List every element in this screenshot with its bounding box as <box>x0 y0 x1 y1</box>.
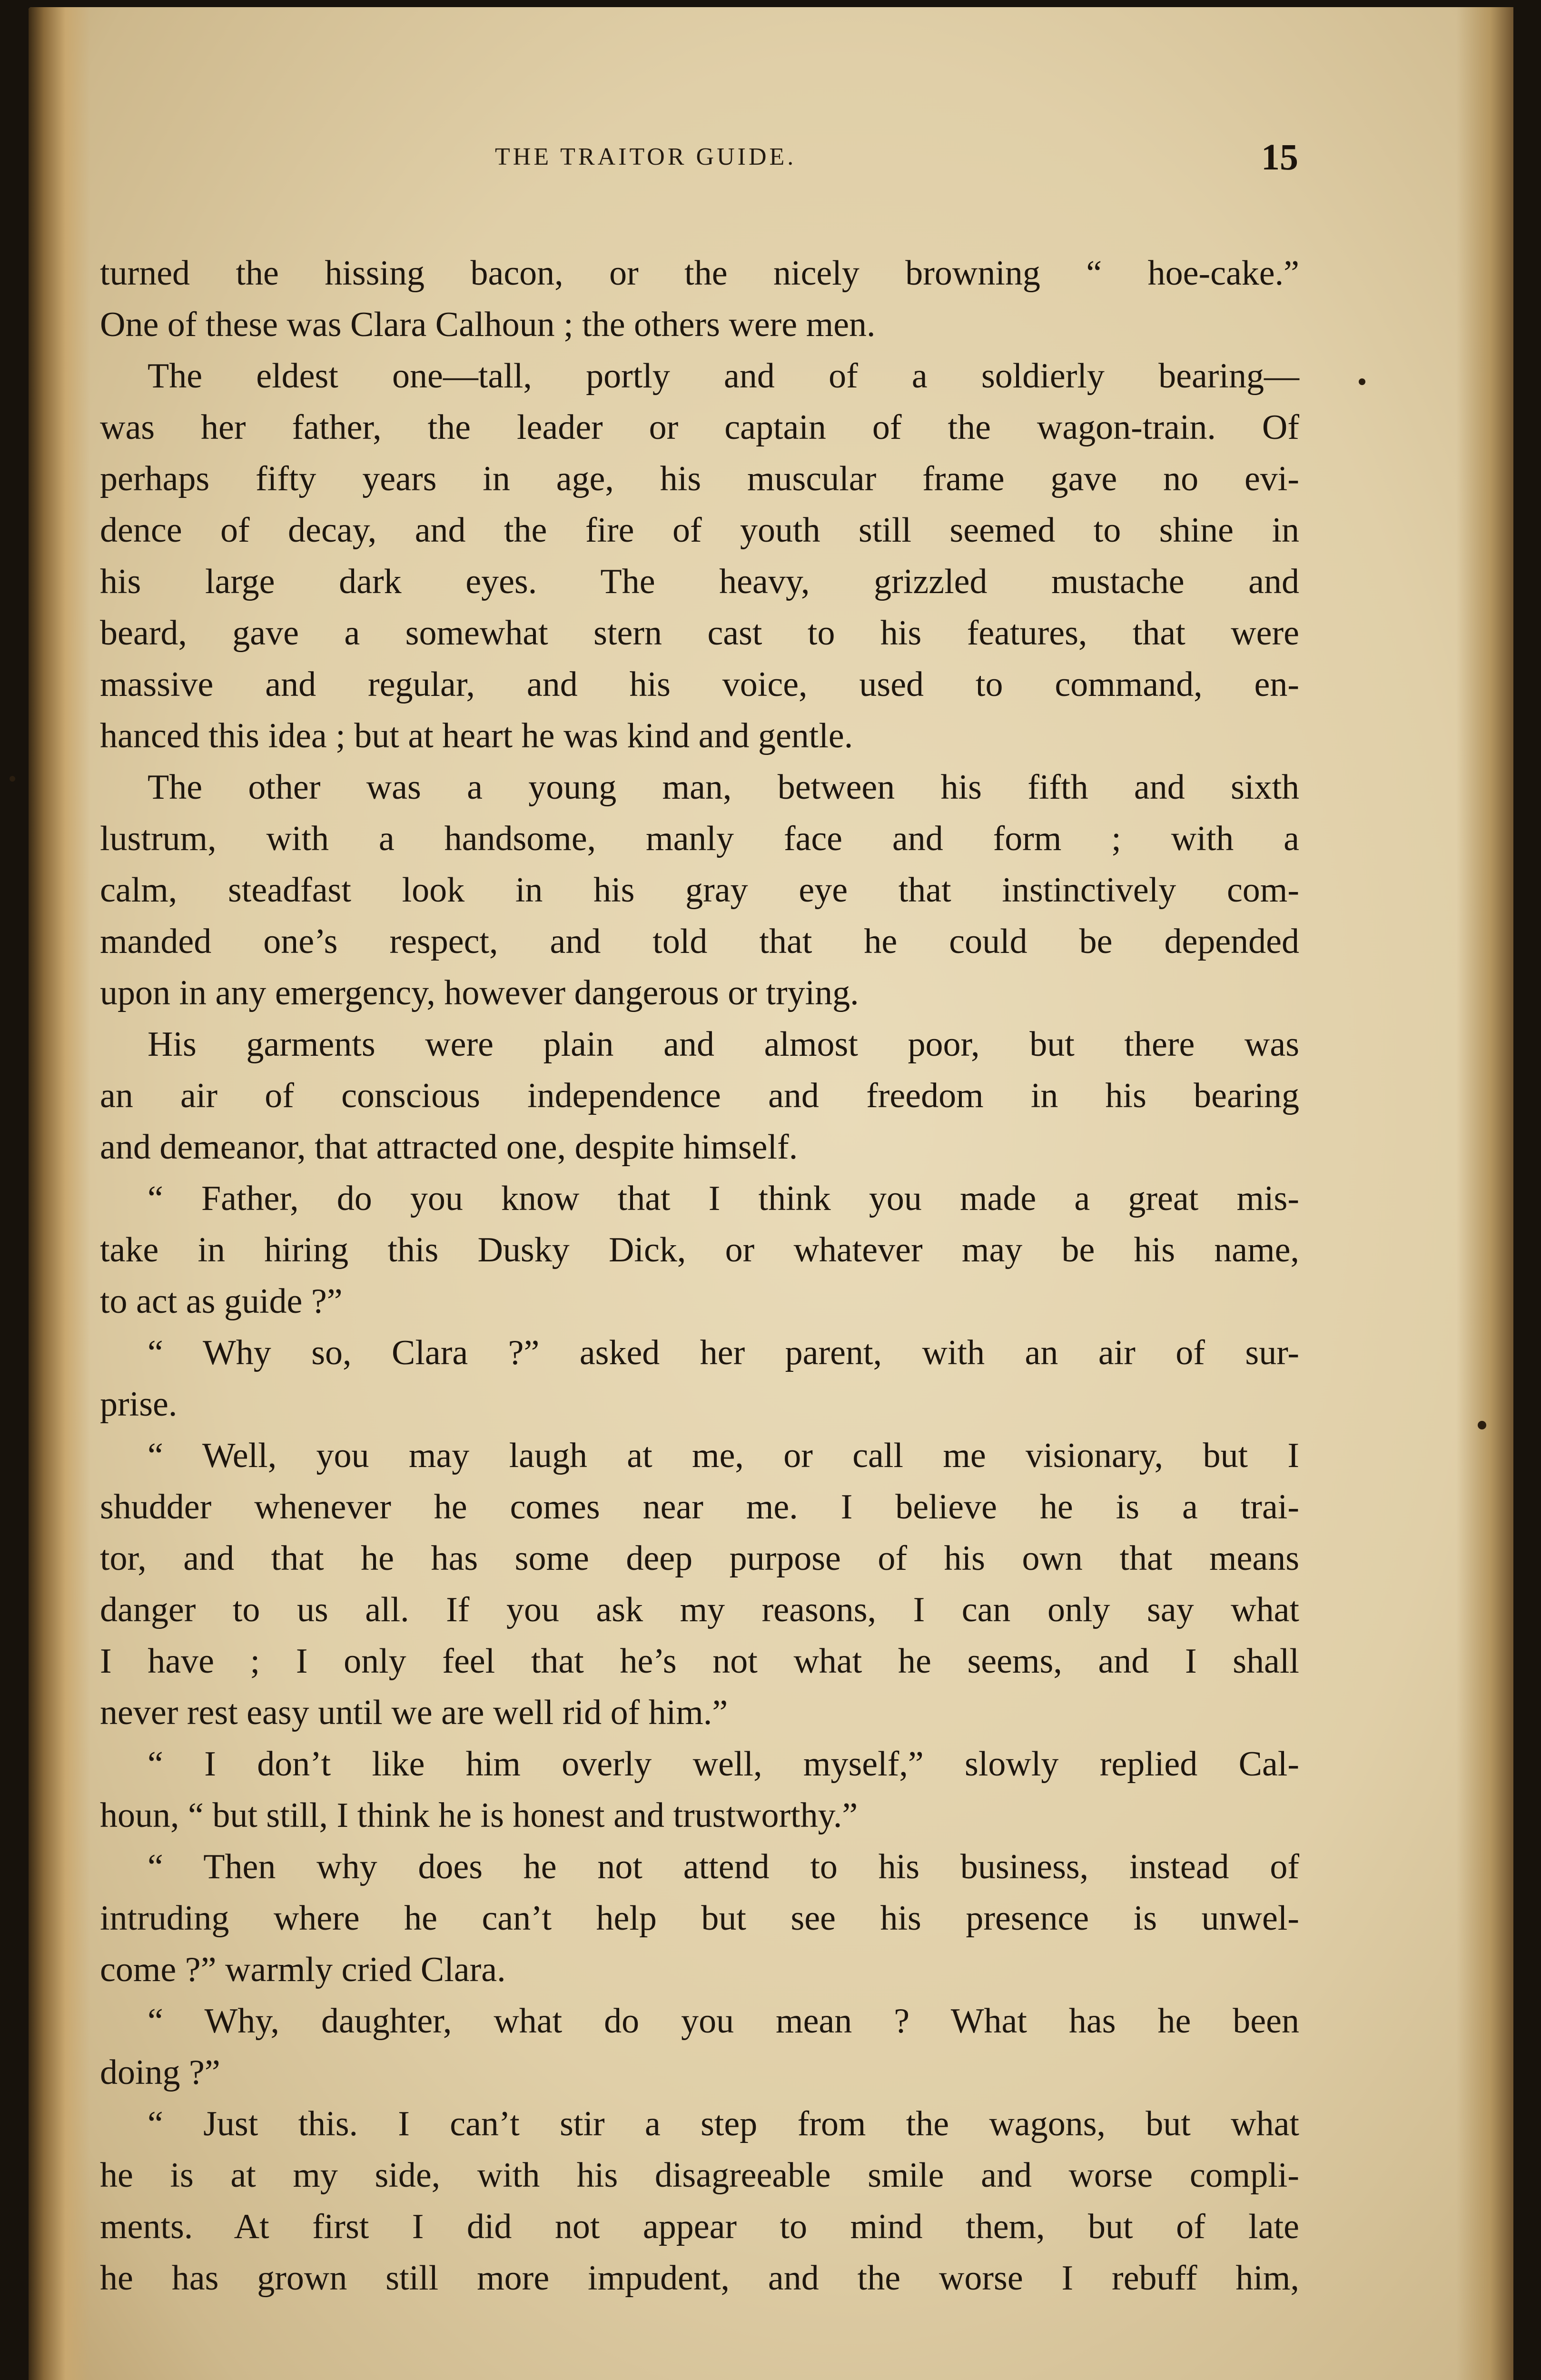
page-number: 15 <box>1261 136 1298 178</box>
text-line: “ Then why does he not attend to his business, instead of <box>148 1847 1299 1886</box>
text-line: The eldest one—tall, portly and of a soldierly bearing— <box>148 357 1299 396</box>
text-line: to act as guide ?” <box>100 1282 343 1321</box>
ink-speck <box>1478 1421 1486 1429</box>
text-line: shudder whenever he comes near me. I believe he is a trai- <box>100 1488 1299 1527</box>
text-line: ments. At first I did not appear to mind them, but of late <box>100 2207 1299 2246</box>
text-line: prise. <box>100 1385 178 1424</box>
text-line: was her father, the leader or captain of the wagon-train. Of <box>100 408 1299 447</box>
text-line: danger to us all. If you ask my reasons, I can only say what <box>100 1590 1299 1629</box>
text-line: come ?” warmly cried Clara. <box>100 1950 506 1989</box>
book-spine-shadow <box>29 7 90 2380</box>
text-line: calm, steadfast look in his gray eye that instinctively com- <box>100 871 1299 910</box>
ink-speck <box>1359 378 1365 385</box>
text-line: I have ; I only feel that he’s not what he seems, and I shall <box>100 1642 1299 1681</box>
text-line: “ Well, you may laugh at me, or call me visionary, but I <box>148 1436 1299 1475</box>
text-line: hanced this idea ; but at heart he was kind and gentle. <box>100 716 853 755</box>
text-line: never rest easy until we are well rid of him.” <box>100 1693 728 1732</box>
text-line: intruding where he can’t help but see his presence is unwel- <box>100 1899 1299 1938</box>
text-line: turned the hissing bacon, or the nicely browning “ hoe-cake.” <box>100 254 1299 293</box>
text-line: he has grown still more impudent, and the worse I rebuff him, <box>100 2259 1299 2298</box>
text-line: tor, and that he has some deep purpose of his own that means <box>100 1539 1299 1578</box>
text-line: “ Father, do you know that I think you made a great mis- <box>148 1179 1299 1218</box>
text-line: lustrum, with a handsome, manly face and form ; with a <box>100 819 1299 858</box>
text-line: “ I don’t like him overly well, myself,” slowly replied Cal- <box>148 1745 1299 1784</box>
text-line: massive and regular, and his voice, used to command, en- <box>100 665 1299 704</box>
text-line: houn, “ but still, I think he is honest and trustworthy.” <box>100 1796 858 1835</box>
text-line: his large dark eyes. The heavy, grizzled mustache and <box>100 562 1299 601</box>
text-line: an air of conscious independence and freedom in his bearing <box>100 1076 1299 1115</box>
body-text <box>100 248 1299 2304</box>
text-line: doing ?” <box>100 2053 220 2092</box>
text-line: “ Why, daughter, what do you mean ? What has he been <box>148 2002 1299 2041</box>
ink-speck <box>10 776 15 782</box>
text-line: “ Why so, Clara ?” asked her parent, with an air of sur- <box>148 1333 1299 1372</box>
text-line: upon in any emergency, however dangerous or trying. <box>100 973 859 1012</box>
text-line: beard, gave a somewhat stern cast to his features, that were <box>100 614 1299 653</box>
text-line: “ Just this. I can’t stir a step from the wagons, but what <box>148 2104 1299 2143</box>
text-line: manded one’s respect, and told that he could be depended <box>100 922 1299 961</box>
running-header: THE TRAITOR GUIDE. <box>495 143 797 170</box>
page-edge-shadow <box>1456 7 1513 2380</box>
text-line: dence of decay, and the fire of youth still seemed to shine in <box>100 511 1299 550</box>
text-line: he is at my side, with his disagreeable smile and worse compli- <box>100 2156 1299 2195</box>
text-line: One of these was Clara Calhoun ; the others were men. <box>100 305 876 344</box>
text-line: perhaps fifty years in age, his muscular frame gave no evi- <box>100 459 1299 498</box>
text-line: His garments were plain and almost poor, but there was <box>148 1025 1299 1064</box>
text-line: and demeanor, that attracted one, despite himself. <box>100 1128 798 1167</box>
text-line: take in hiring this Dusky Dick, or whatever may be his name, <box>100 1230 1299 1269</box>
text-line: The other was a young man, between his fifth and sixth <box>148 768 1299 807</box>
